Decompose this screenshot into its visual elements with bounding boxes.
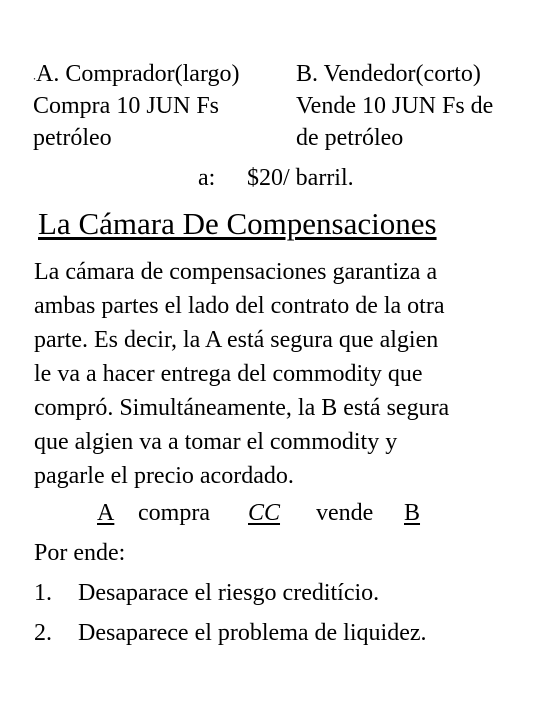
seller-line-2: Vende 10 JUN Fs de	[296, 93, 494, 119]
paragraph-line: La cámara de compensaciones garantiza a	[34, 259, 438, 285]
list-item-text: Desaparece el problema de liquidez.	[78, 620, 427, 646]
paragraph-line: ambas partes el lado del contrato de la otra	[34, 293, 445, 319]
flow-party-a: A	[97, 500, 115, 526]
list-item-number: 2.	[34, 620, 52, 646]
bullet-dot: .	[33, 68, 36, 83]
flow-compra: compra	[138, 500, 210, 526]
paragraph-line: pagarle el precio acordado.	[34, 463, 294, 489]
price-value: $20/ barril.	[247, 165, 354, 191]
list-item-number: 1.	[34, 580, 52, 606]
buyer-line-2: Compra 10 JUN Fs	[33, 93, 220, 119]
seller-line-3: de petróleo	[296, 125, 404, 151]
flow-clearing-house: CC	[248, 500, 281, 526]
seller-heading: B. Vendedor(corto)	[296, 61, 481, 87]
paragraph-line: le va a hacer entrega del commodity que	[34, 361, 423, 387]
paragraph-line: parte. Es decir, la A está segura que algien	[34, 327, 439, 353]
buyer-line-3: petróleo	[33, 125, 112, 151]
conclusion-intro: Por ende:	[34, 540, 126, 566]
buyer-heading-text: A. Comprador(largo)	[36, 61, 240, 87]
explanation-paragraph	[34, 255, 534, 493]
list-item-text: Desaparace el riesgo creditício.	[78, 580, 380, 606]
price-label: a:	[198, 165, 216, 191]
paragraph-line: que algien va a tomar el commodity y	[34, 429, 398, 455]
flow-vende: vende	[316, 500, 374, 526]
flow-party-b: B	[404, 500, 421, 526]
page-title: La Cámara De Compensaciones	[38, 206, 437, 241]
paragraph-line: compró. Simultáneamente, la B está segura	[34, 395, 450, 421]
buyer-heading	[33, 60, 240, 89]
